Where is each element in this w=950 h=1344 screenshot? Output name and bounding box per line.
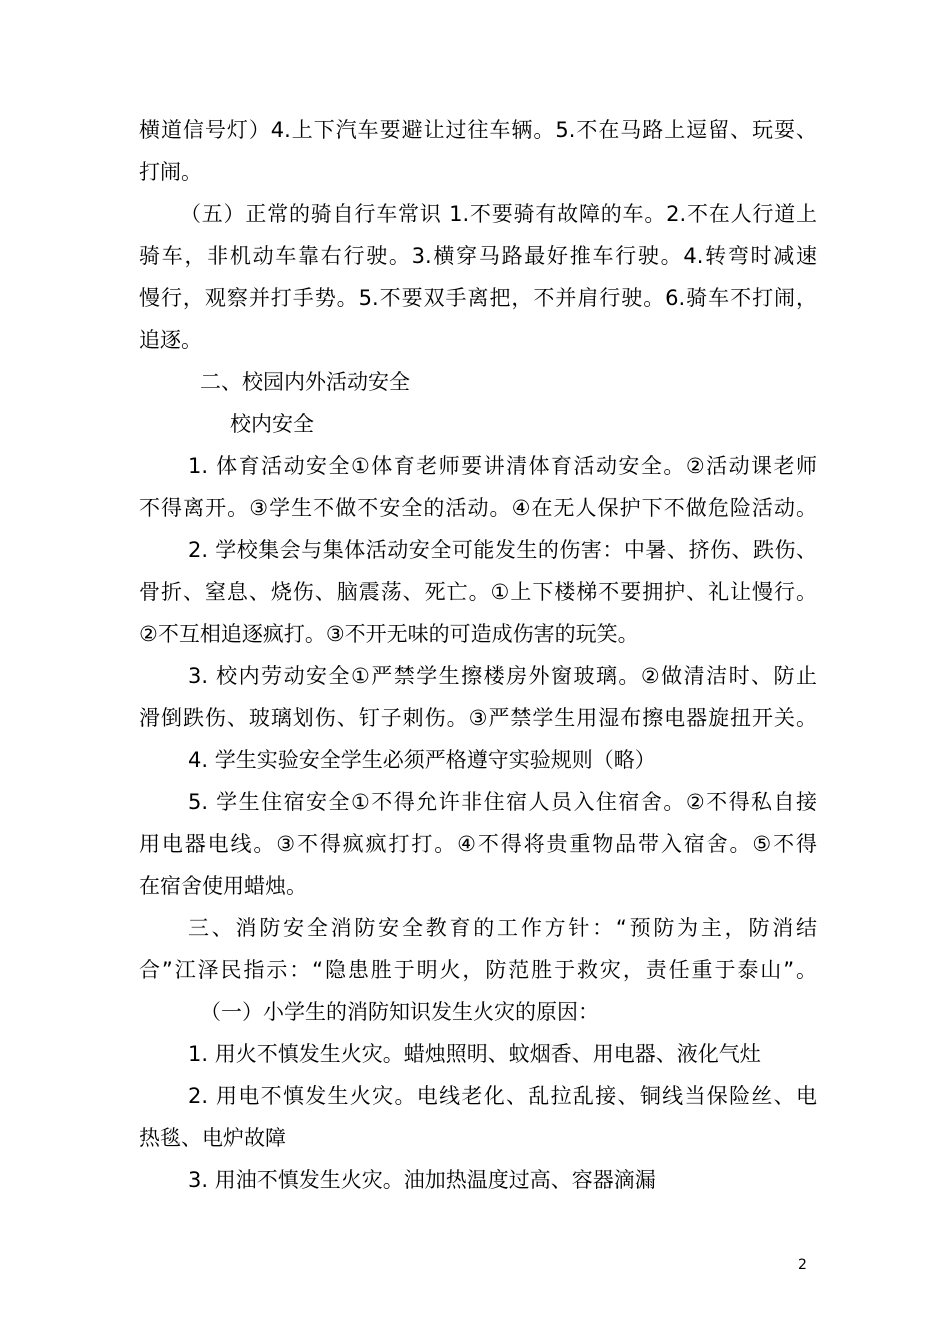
text-line: 用电器电线。③不得疯疯打打。④不得将贵重物品带入宿舍。⑤不得 xyxy=(139,832,817,856)
text-line: 滑倒跌伤、玻璃划伤、钉子刺伤。③严禁学生用湿布擦电器旋扭开关。 xyxy=(139,706,817,730)
text-line: 合”江泽民指示：“隐患胜于明火，防范胜于救灾，责任重于泰山”。 xyxy=(139,958,817,982)
text-line: 4. 学生实验安全学生必须严格遵守实验规则（略） xyxy=(188,748,656,772)
text-line: 三、消防安全消防安全教育的工作方针：“预防为主，防消结 xyxy=(188,916,817,940)
text-line: 1. 用火不慎发生火灾。蜡烛照明、蚊烟香、用电器、液化气灶 xyxy=(188,1042,761,1066)
text-line: 打闹。 xyxy=(139,160,202,184)
text-line: 5. 学生住宿安全①不得允许非住宿人员入住宿舍。②不得私自接 xyxy=(188,790,817,814)
subsection-heading: 校内安全 xyxy=(230,412,314,436)
text-line: 在宿舍使用蜡烛。 xyxy=(139,874,307,898)
text-line: 骨折、窒息、烧伤、脑震荡、死亡。①上下楼梯不要拥护、礼让慢行。 xyxy=(139,580,817,604)
text-line: 追逐。 xyxy=(139,328,202,352)
page-number: 2 xyxy=(798,1257,807,1273)
text-line: （五）正常的骑自行车常识 1.不要骑有故障的车。2.不在人行道上 xyxy=(180,202,817,226)
text-line: 3. 用油不慎发生火灾。油加热温度过高、容器滴漏 xyxy=(188,1168,656,1192)
text-line: 热毯、电炉故障 xyxy=(139,1126,286,1150)
text-line: 1. 体育活动安全①体育老师要讲清体育活动安全。②活动课老师 xyxy=(188,454,817,478)
text-line: ②不互相追逐疯打。③不开无味的可造成伤害的玩笑。 xyxy=(139,622,639,646)
text-line: 2. 用电不慎发生火灾。电线老化、乱拉乱接、铜线当保险丝、电 xyxy=(188,1084,817,1108)
text-line: 骑车，非机动车靠右行驶。3.横穿马路最好推车行驶。4.转弯时减速 xyxy=(139,244,817,268)
text-line: 2. 学校集会与集体活动安全可能发生的伤害：中暑、挤伤、跌伤、 xyxy=(188,538,817,562)
text-line: 慢行，观察并打手势。5.不要双手离把，不并肩行驶。6.骑车不打闹， xyxy=(139,286,817,310)
text-line: 不得离开。③学生不做不安全的活动。④在无人保护下不做危险活动。 xyxy=(139,496,817,520)
text-line: 横道信号灯）4.上下汽车要避让过往车辆。5.不在马路上逗留、玩耍、 xyxy=(139,118,817,142)
text-line: 3. 校内劳动安全①严禁学生擦楼房外窗玻璃。②做清洁时、防止 xyxy=(188,664,817,688)
section-heading: 二、校园内外活动安全 xyxy=(200,370,410,394)
text-line: （一）小学生的消防知识发生火灾的原因： xyxy=(200,1000,599,1024)
